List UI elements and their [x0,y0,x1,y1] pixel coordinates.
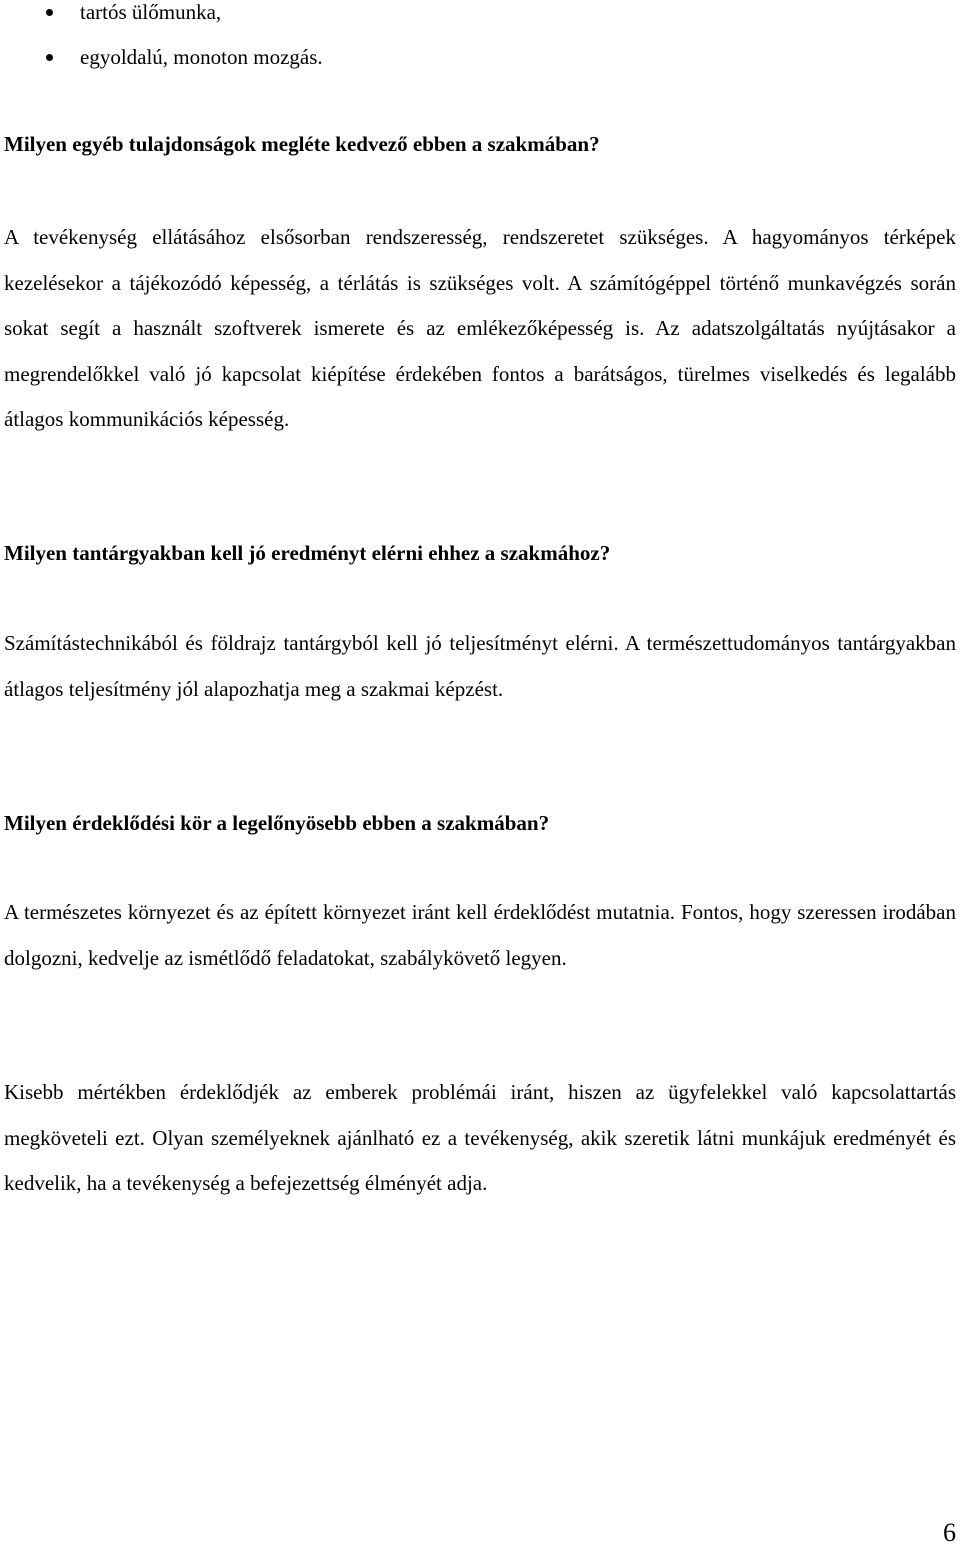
paragraph-interests-2: Kisebb mértékben érdeklődjék az emberek problémái iránt, hiszen az ügyfelekkel való kapcsolattartás megköveteli ezt. Olyan személyeknek ajánlható ez a tevékenység, akik szeretik látni munkájuk eredményét és kedvelik, ha a tevékenység a befejezettség élményét adja. [4,1080,956,1195]
list-item [4,35,956,80]
paragraph-subjects: Számítástechnikából és földrajz tantárgyból kell jó teljesítményt elérni. A természettudományos tantárgyakban átlagos teljesítmény jól alapozhatja meg a szakmai képzést. [4,631,956,701]
section-heading-subjects: Milyen tantárgyakban kell jó eredményt elérni ehhez a szakmához? [4,541,611,565]
bullet-icon [46,54,53,61]
section-heading-qualities: Milyen egyéb tulajdonságok megléte kedvező ebben a szakmában? [4,132,600,156]
page-number: 6 [943,1518,956,1547]
bullet-text: tartós ülőmunka, [80,0,222,24]
bullet-icon [46,9,53,16]
list-item [4,0,956,35]
paragraph-qualities: A tevékenység ellátásához elsősorban rendszeresség, rendszeretet szükséges. A hagyományos térképek kezelésekor a tájékozódó képesség, a térlátás is szükséges volt. A számítógéppel történő munkavégzés során sokat segít a használt szoftverek ismerete és az emlékezőképesség is. Az adatszolgáltatás nyújtásakor a megrendelőkkel való jó kapcsolat kiépítése érdekében fontos a barátságos, türelmes viselkedés és legalább átlagos kommunikációs képesség. [4,225,956,431]
bullet-text: egyoldalú, monoton mozgás. [80,45,323,69]
section-heading-interests: Milyen érdeklődési kör a legelőnyösebb ebben a szakmában? [4,811,550,835]
paragraph-interests-1: A természetes környezet és az épített környezet iránt kell érdeklődést mutatnia. Fontos, hogy szeressen irodában dolgozni, kedvelje az ismétlődő feladatokat, szabálykövető legyen. [4,900,956,970]
bullet-list [4,0,956,80]
